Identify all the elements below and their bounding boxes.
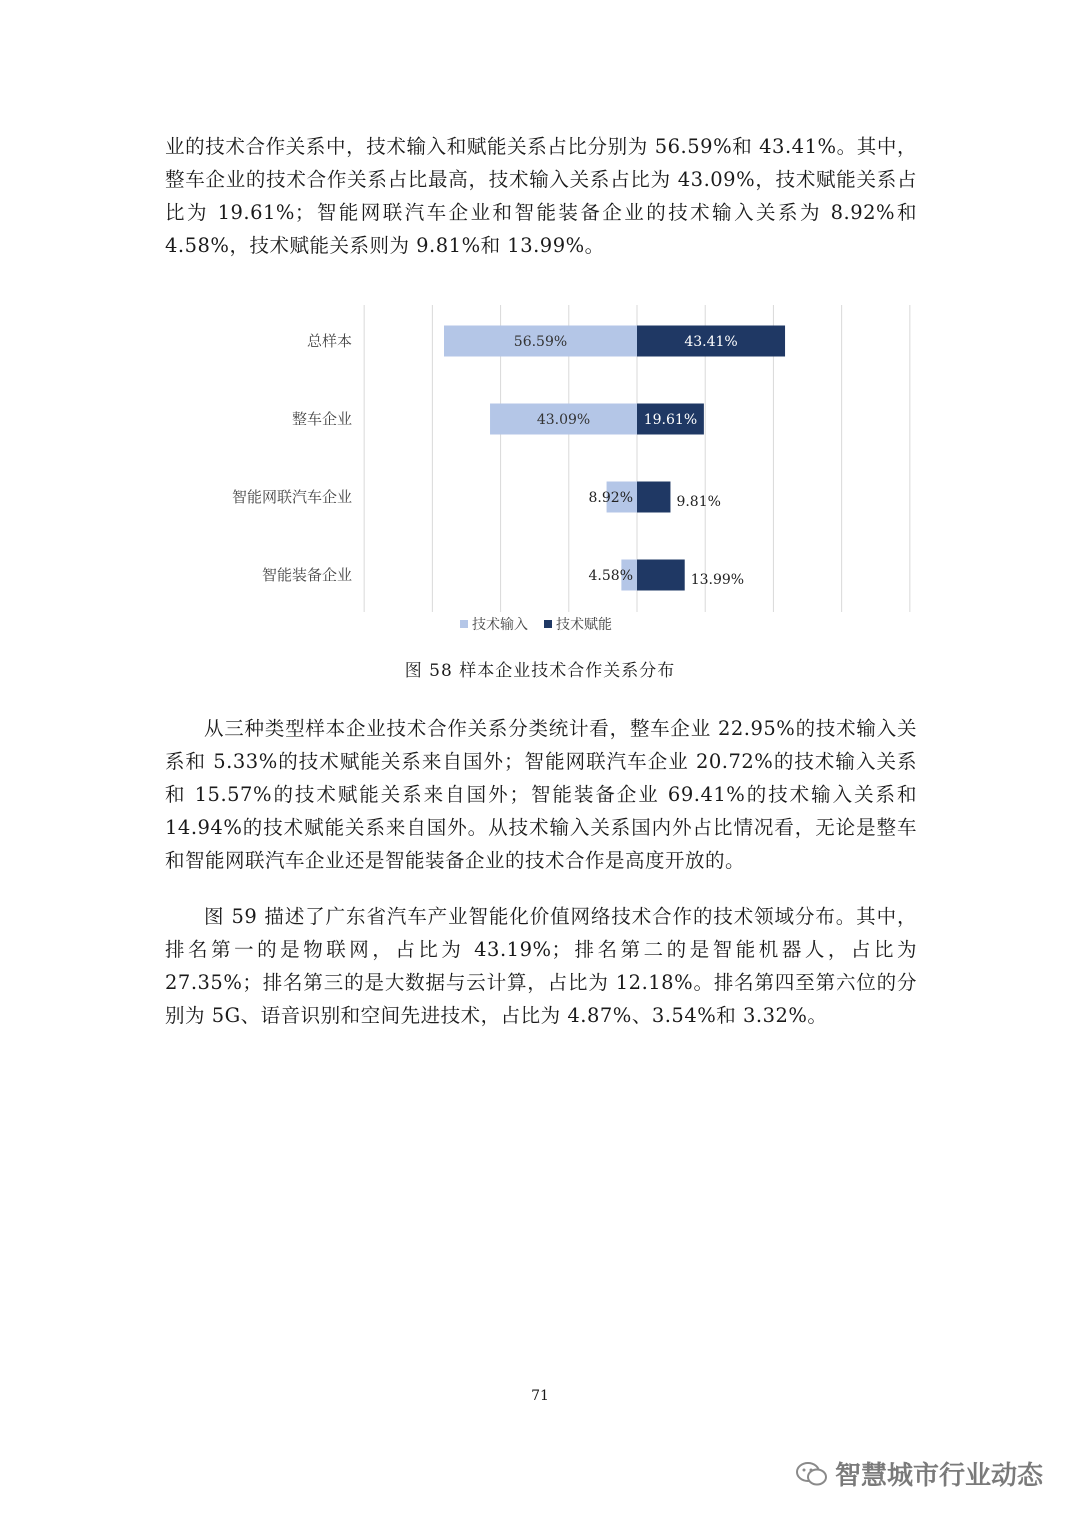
figure-caption: 图 58 样本企业技术合作关系分布: [404, 661, 676, 681]
bar-enable: [637, 482, 670, 513]
bar-chart: [0, 0, 1080, 700]
legend-swatch-enable: [544, 620, 552, 628]
chart-category-labels: [232, 332, 352, 584]
paragraph-1: 业的技术合作关系中，技术输入和赋能关系占比分别为 56.59%和 43.41%。其中，整车企业的技术合作关系占比最高，技术输入关系占比为 43.09%，技术赋能关系占比为 19.61%；智能网联汽车企业和智能装备企业的技术输入关系为 8.92%和 4.58%，技术赋能关系则为 9.81%和 13.99%。: [165, 135, 917, 257]
legend-swatch-input: [460, 620, 468, 628]
legend-label-input: 技术输入: [472, 617, 528, 633]
legend-item-enable: [544, 614, 612, 634]
data-label-enable: 13.99%: [690, 572, 745, 588]
legend-label-enable: 技术赋能: [556, 617, 612, 633]
chart-legend: [460, 614, 612, 634]
data-label-input: 4.58%: [588, 568, 633, 584]
paragraph-3: 图 59 描述了广东省汽车产业智能化价值网络技术合作的技术领域分布。其中，排名第一的是物联网，占比为 43.19%；排名第二的是智能机器人，占比为 27.35%；排名第三的是大数据与云计算，占比为 12.18%。排名第四至第六位的分别为 5G、语音识别和空间先进技术，占比为 4.87%、3.54%和 3.32%。: [165, 905, 917, 1027]
watermark-text: 智慧城市行业动态: [835, 1461, 1044, 1491]
chart-data-labels: [514, 334, 744, 588]
category-label: 整车企业: [291, 410, 352, 428]
category-label: 总样本: [306, 332, 352, 350]
paragraph-2: 从三种类型样本企业技术合作关系分类统计看，整车企业 22.95%的技术输入关系和 5.33%的技术赋能关系来自国外；智能网联汽车企业 20.72%的技术输入关系和 15.57%的技术赋能关系来自国外；智能装备企业 69.41%的技术输入关系和 14.94%的技术赋能关系来自国外。从技术输入关系国内外占比情况看，无论是整车和智能网联汽车企业还是智能装备企业的技术合作是高度开放的。: [165, 717, 917, 872]
data-label-enable: 9.81%: [676, 494, 721, 510]
bar-enable: [637, 560, 685, 591]
data-label-input: 56.59%: [513, 334, 568, 350]
data-label-input: 8.92%: [588, 490, 633, 506]
category-label: 智能装备企业: [261, 566, 352, 584]
data-label-enable: 43.41%: [684, 334, 738, 350]
wechat-icon: [795, 1460, 829, 1488]
legend-item-input: [460, 614, 528, 634]
page-number: 71: [531, 1388, 549, 1404]
watermark: [795, 1455, 1043, 1492]
data-label-input: 43.09%: [536, 412, 591, 428]
data-label-enable: 19.61%: [643, 412, 698, 428]
chart-bars: [444, 326, 785, 591]
category-label: 智能网联汽车企业: [231, 488, 352, 506]
